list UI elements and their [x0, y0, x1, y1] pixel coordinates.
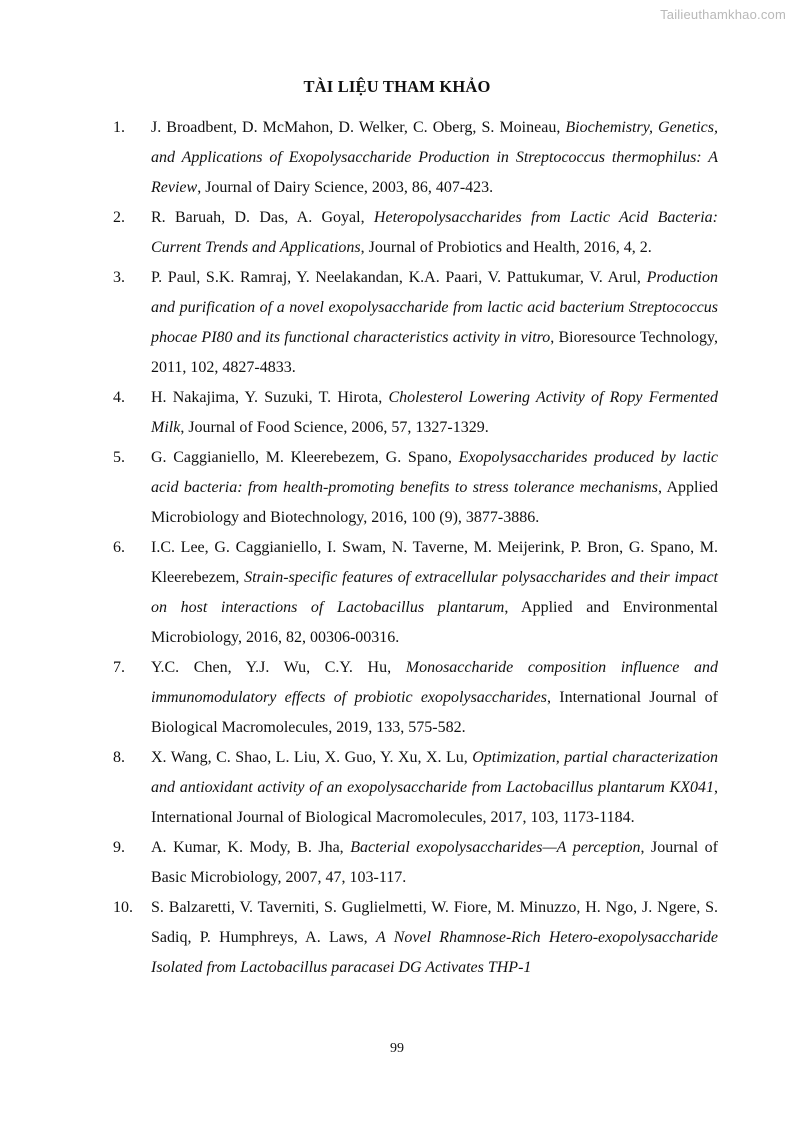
reference-authors: A. Kumar, K. Mody, B. Jha,	[151, 839, 351, 856]
reference-source: , Journal of Basic Microbiology, 2007, 47, 103-117.	[151, 839, 719, 886]
reference-title: Cholesterol Lowering Activity of Ropy Fermented Milk	[151, 389, 719, 436]
reference-number: 8.	[113, 749, 125, 766]
reference-number: 1.	[113, 119, 125, 136]
reference-source: , Applied Microbiology and Biotechnology, 2016, 100 (9), 3877-3886.	[151, 479, 718, 526]
reference-authors: G. Caggianiello, M. Kleerebezem, G. Spano,	[151, 449, 459, 466]
reference-item	[0, 893, 718, 983]
reference-authors: I.C. Lee, G. Caggianiello, I. Swam, N. Taverne, M. Meijerink, P. Bron, G. Spano, M. Kleerebezem,	[151, 539, 718, 586]
reference-title: Optimization, partial characterization and antioxidant activity of an exopolysaccharide from Lactobacillus plantarum KX041	[151, 749, 719, 796]
reference-number: 9.	[113, 839, 125, 856]
reference-number: 4.	[113, 389, 125, 406]
reference-list	[0, 113, 794, 983]
reference-item	[0, 653, 718, 743]
reference-source: , Journal of Food Science, 2006, 57, 1327-1329.	[180, 419, 489, 436]
reference-authors: S. Balzaretti, V. Taverniti, S. Guglielmetti, W. Fiore, M. Minuzzo, H. Ngo, J. Ngere, S. Sadiq, P. Humphreys, A. Laws,	[151, 899, 718, 946]
reference-number: 3.	[113, 269, 125, 286]
page-title: TÀI LIỆU THAM KHẢO	[303, 77, 491, 96]
reference-number: 5.	[113, 449, 125, 466]
reference-source: , Applied and Environmental Microbiology, 2016, 82, 00306-00316.	[151, 599, 718, 646]
reference-title: Biochemistry, Genetics, and Applications of Exopolysaccharide Production in Streptococcus thermophilus: A Review	[151, 119, 718, 196]
reference-title: Production and purification of a novel exopolysaccharide from lactic acid bacterium Streptococcus phocae PI80 and its functional characteristics activity in vitro	[151, 269, 718, 346]
reference-item	[0, 203, 718, 263]
reference-item	[0, 113, 718, 203]
reference-title: A Novel Rhamnose-Rich Hetero-exopolysaccharide Isolated from Lactobacillus paracasei DG Activates THP-1	[151, 929, 718, 976]
reference-source: , Journal of Dairy Science, 2003, 86, 407-423.	[197, 179, 494, 196]
reference-number: 7.	[113, 659, 125, 676]
reference-authors: X. Wang, C. Shao, L. Liu, X. Guo, Y. Xu, X. Lu,	[151, 749, 473, 766]
reference-source: , International Journal of Biological Macromolecules, 2017, 103, 1173-1184.	[151, 779, 718, 826]
reference-title: Bacterial exopolysaccharides—A perception	[350, 839, 641, 856]
reference-number: 2.	[113, 209, 125, 226]
reference-title: Exopolysaccharides produced by lactic acid bacteria: from health-promoting benefits to stress tolerance mechanisms	[151, 449, 718, 496]
reference-title: Strain-specific features of extracellular polysaccharides and their impact on host interactions of Lactobacillus plantarum	[151, 569, 718, 616]
reference-item	[0, 833, 718, 893]
reference-item	[0, 443, 718, 533]
reference-source: , Journal of Probiotics and Health, 2016, 4, 2.	[360, 239, 652, 256]
reference-item	[0, 383, 718, 443]
reference-source: , International Journal of Biological Macromolecules, 2019, 133, 575-582.	[151, 689, 719, 736]
watermark: Tailieuthamkhao.com	[660, 7, 786, 22]
reference-title: Heteropolysaccharides from Lactic Acid Bacteria: Current Trends and Applications	[151, 209, 719, 256]
reference-authors: R. Baruah, D. Das, A. Goyal,	[151, 209, 374, 226]
reference-authors: P. Paul, S.K. Ramraj, Y. Neelakandan, K.A. Paari, V. Pattukumar, V. Arul,	[151, 269, 647, 286]
reference-number: 6.	[113, 539, 125, 556]
reference-title: Monosaccharide composition influence and immunomodulatory effects of probiotic exopolysaccharides	[151, 659, 719, 706]
reference-authors: H. Nakajima, Y. Suzuki, T. Hirota,	[151, 389, 389, 406]
reference-item	[0, 533, 718, 653]
page-number: 99	[390, 1041, 404, 1056]
reference-item	[0, 743, 718, 833]
reference-authors: J. Broadbent, D. McMahon, D. Welker, C. Oberg, S. Moineau,	[151, 119, 566, 136]
reference-source: , Bioresource Technology, 2011, 102, 4827-4833.	[151, 329, 718, 376]
reference-item	[0, 263, 718, 383]
reference-authors: Y.C. Chen, Y.J. Wu, C.Y. Hu,	[151, 659, 406, 676]
reference-number: 10.	[113, 899, 133, 916]
